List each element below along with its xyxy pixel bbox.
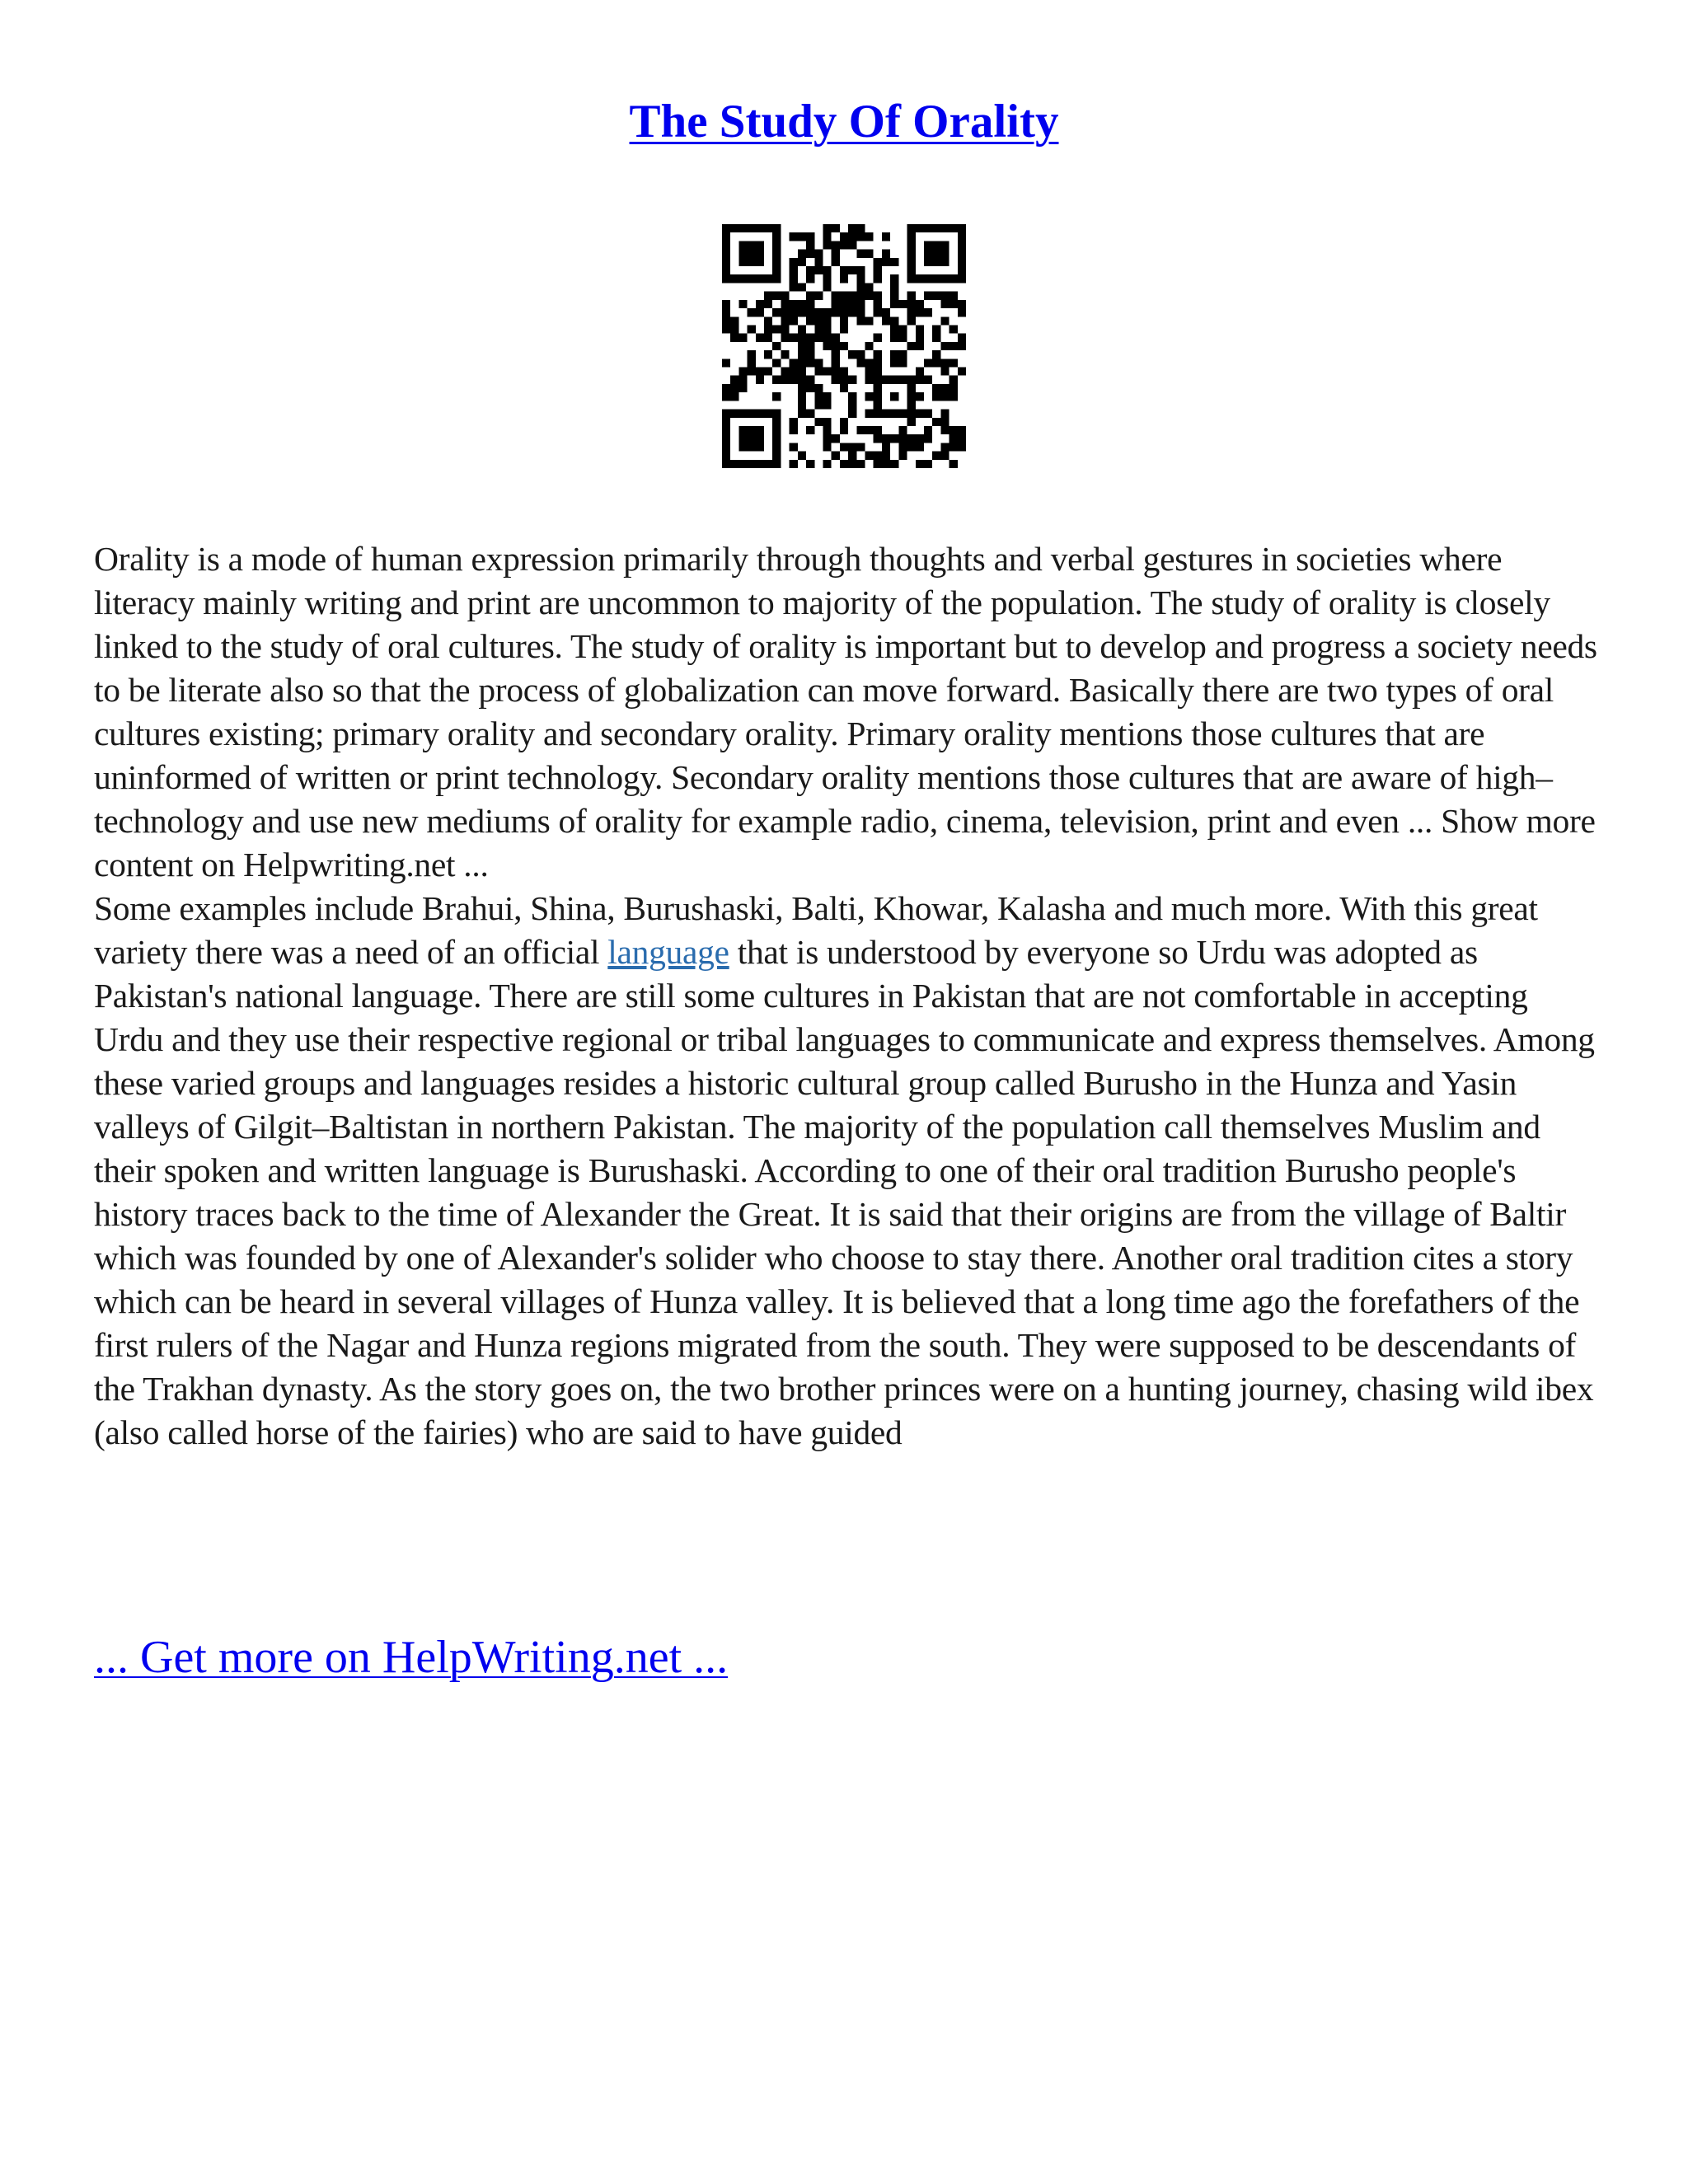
- paragraph-2-text-b: that is understood by everyone so Urdu was adopted as Pakistan's national language. There are still some cultures in Pakistan that are not comfortable in accepting Urdu and they use their respective regional or tribal languages to communicate and express themselves. Among these varied groups and languages resides a historic cultural group called Burusho in the Hunza and Yasin valleys of Gilgit–Baltistan in northern Pakistan. The majority of the population call themselves Muslim and their spoken and written language is Burushaski. According to one of their oral tradition Burusho people's history traces back to the time of Alexander the Great. It is said that their origins are from the village of Baltir which was founded by one of Alexander's solider who choose to stay there. Another oral tradition cites a story which can be heard in several villages of Hunza valley. It is believed that a long time ago the forefathers of the first rulers of the Nagar and Hunza regions migrated from the south. They were supposed to be descendants of the Trakhan dynasty. As the story goes on, the two brother princes were on a hunting journey, chasing wild ibex (also called horse of the fairies) who are said to have guided: [94, 933, 1595, 1451]
- article-body: [94, 537, 1602, 1455]
- get-more-link[interactable]: ... Get more on HelpWriting.net ...: [94, 1632, 729, 1683]
- qr-code-icon: [722, 224, 966, 468]
- get-more-container: [94, 1629, 728, 1686]
- page-title: [0, 89, 1688, 155]
- paragraph-2: [94, 887, 1602, 1455]
- language-link[interactable]: language: [607, 933, 729, 971]
- title-link[interactable]: The Study Of Orality: [629, 96, 1059, 148]
- paragraph-1: Orality is a mode of human expression primarily through thoughts and verbal gestures in societies where literacy mainly writing and print are uncommon to majority of the population. The study of orality is closely linked to the study of oral cultures. The study of orality is important but to develop and progress a society needs to be literate also so that the process of globalization can move forward. Basically there are two types of oral cultures existing; primary orality and secondary orality. Primary orality mentions those cultures that are uninformed of written or print technology. Secondary orality mentions those cultures that are aware of high–technology and use new mediums of orality for example radio, cinema, television, print and even ... Show more content on Helpwriting.net ...: [94, 540, 1597, 883]
- paragraph-2-text-a: Some examples include Brahui, Shina, Burushaski, Balti, Khowar, Kalasha and much more. With this great variety there was a need of an official: [94, 889, 1538, 971]
